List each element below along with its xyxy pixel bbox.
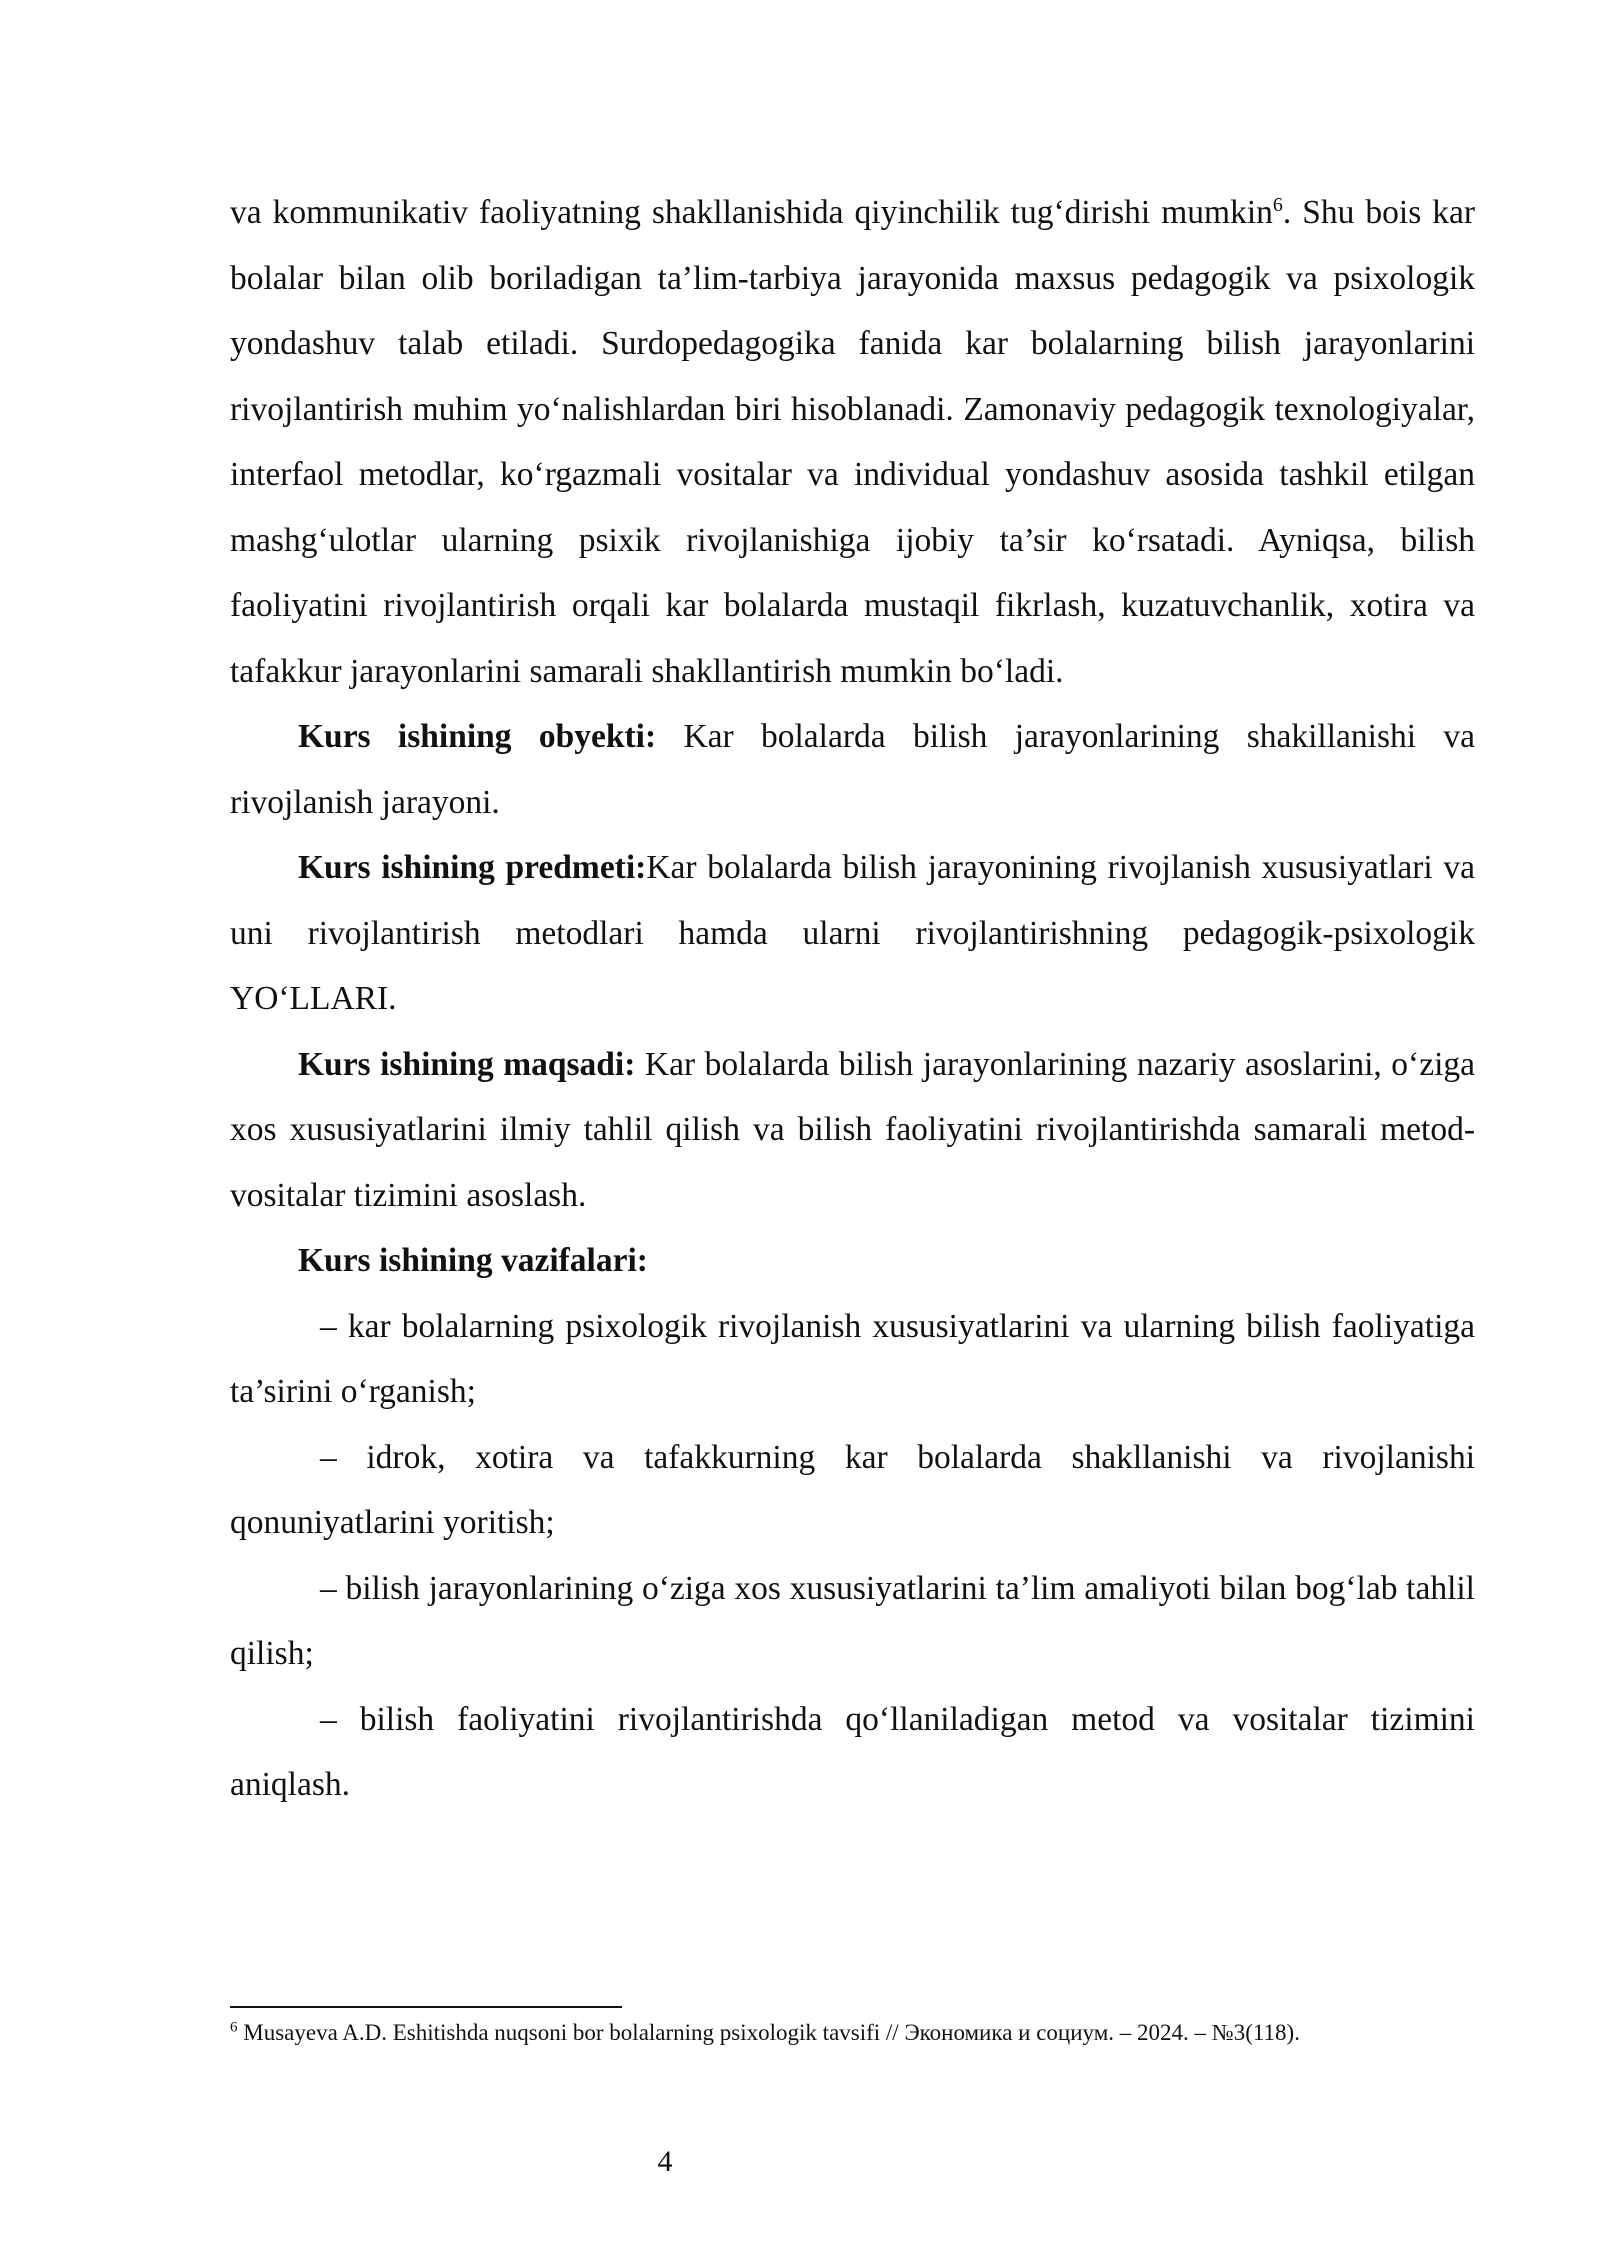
footnote-separator <box>230 2006 622 2008</box>
subject-paragraph <box>230 835 1475 1032</box>
footnote-text: Musayeva A.D. Eshitishda nuqsoni bor bolalarning psixologik tavsifi // Экономика и социум. – 2024. – №3(118). <box>237 2020 1300 2045</box>
object-paragraph <box>230 704 1475 835</box>
footnote <box>230 2016 1390 2049</box>
task-item: – idrok, xotira va tafakkurning kar bolalarda shakllanishi va rivojlanishi qonuniyatlarini yoritish; <box>230 1438 1475 1541</box>
document-page <box>230 180 1475 1818</box>
subject-label: Kurs ishining predmeti: <box>298 849 647 886</box>
task-item: – bilish jarayonlarining o‘ziga xos xususiyatlarini ta’lim amaliyoti bilan bog‘lab tahlil qilish; <box>230 1569 1475 1672</box>
object-label: Kurs ishining obyekti: <box>298 718 657 755</box>
tasks-label: Kurs ishining vazifalari: <box>298 1242 648 1279</box>
goal-label: Kurs ishining maqsadi: <box>298 1045 636 1083</box>
intro-paragraph <box>230 180 1475 704</box>
footnote-mark: 6 <box>230 2019 238 2036</box>
task-item: – kar bolalarning psixologik rivojlanish xususiyatlarini va ularning bilish faoliyatiga ta’sirini o‘rganish; <box>230 1307 1475 1410</box>
goal-paragraph <box>230 1032 1475 1229</box>
object-text: Kar bolalarda bilish jarayonlarining shakillanishi va rivojlanish jarayoni. <box>230 718 1475 821</box>
subject-text: Kar bolalarda bilish jarayonining rivojlanish xususiyatlari va uni rivojlantirish metodlari hamda ularni rivojlantirishning pedagogik-psixologik YO‘LLARI. <box>230 849 1475 1017</box>
intro-text-rest: . Shu bois kar bolalar bilan olib boriladigan ta’lim-tarbiya jarayonida maxsus pedagogik va psixologik yondashuv talab etiladi. Surdopedagogika fanida kar bolalarning bilish jarayonlarini rivojlantirish muhim yo‘nalishlardan biri hisoblanadi. Zamonaviy pedagogik texnologiyalar, interfaol metodlar, ko‘rgazmali vositalar va individual yondashuv asosida tashkil etilgan mashg‘ulotlar ularning psixik rivojlanishiga ijobiy ta’sir ko‘rsatadi. Ayniqsa, bilish faoliyatini rivojlantirish orqali kar bolalarda mustaqil fikrlash, kuzatuvchanlik, xotira va tafakkur jarayonlarini samarali shakllantirish mumkin bo‘ladi. <box>230 194 1476 690</box>
task-item: – bilish faoliyatini rivojlantirishda qo‘llaniladigan metod va vositalar tizimini aniqlash. <box>230 1700 1475 1803</box>
page-number: 4 <box>657 2145 673 2178</box>
footnote-reference: 6 <box>1272 193 1283 216</box>
goal-text: Kar bolalarda bilish jarayonlarining nazariy asoslarini, o‘ziga xos xususiyatlarini ilmiy tahlil qilish va bilish faoliyatini rivojlantirishda samarali metod-vositalar tizimini asoslash. <box>230 1045 1475 1214</box>
tasks-heading <box>230 1228 1475 1294</box>
intro-text: va kommunikativ faoliyatning shakllanishida qiyinchilik tug‘dirishi mumkin <box>230 194 1273 231</box>
